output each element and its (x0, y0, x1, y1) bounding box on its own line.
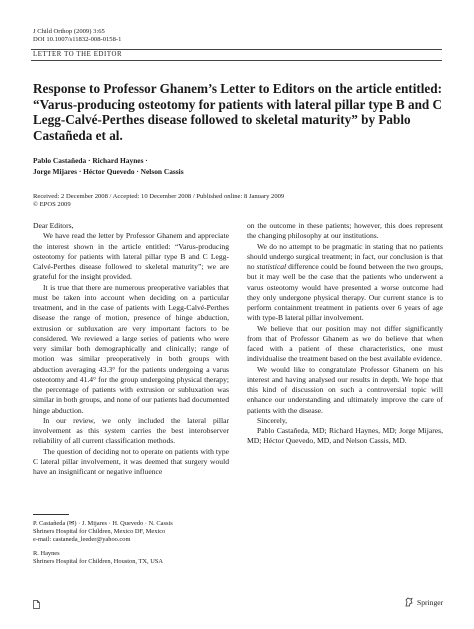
body-paragraph: We would like to congratulate Professor Ghanem on his interest and having analysed our results in depth. We hope that this kind of discussion on such a controversial topic will enhance our understanding and ultimately improve the care of patients with the disease. (247, 364, 443, 415)
signatories: Pablo Castañeda, MD; Richard Haynes, MD; Jorge Mijares, MD; Héctor Quevedo, MD, and Nelson Cassis, MD. (247, 426, 443, 446)
section-bar (31, 49, 442, 61)
authors-line-1: Pablo Castañeda · Richard Haynes · (33, 156, 148, 165)
body-paragraph: We do no attempt to be pragmatic in stating that no patients should undergo surgical treatment; in fact, our conclusion is that no statistical difference could be found between the two groups, but it may well be the case that the patients who underwent a varus osteotomy would have presented a worse outcome had they only undergone physical therapy. Our current stance is to perform containment treatment in patients over 6 years of age with type-B lateral pillar involvement. (247, 241, 443, 323)
authors-line-2: Jorge Mijares · Héctor Quevedo · Nelson Cassis (33, 166, 184, 176)
springer-horse-icon (404, 597, 414, 607)
emphasis: statistical (256, 262, 287, 271)
body-column-right (247, 221, 443, 447)
article-title: Response to Professor Ghanem’s Letter to Editors on the article entitled: “Varus-producing osteotomy for patients with lateral pillar type B and C Legg-Calvé-Perthes disease followed to skeletal maturity” by Pablo Castañeda et al. (33, 81, 443, 143)
affiliation-2 (33, 550, 233, 566)
copyright-line: © EPOS 2009 (33, 201, 71, 209)
publisher-name: Springer (417, 597, 444, 607)
journal-citation (33, 28, 121, 44)
body-paragraph: We have read the letter by Professor Ghanem and appreciate the interest shown in the article entitled: “Varus-producing osteotomy for patients with lateral pillar type B and C Legg-Calvé-Perthes disease followed to skeletal maturity”; we are grateful for the insight provided. (33, 231, 229, 282)
footnote-divider (33, 514, 69, 515)
author-list (33, 156, 333, 177)
section-label: LETTER TO THE EDITOR (33, 51, 123, 58)
body-paragraph-continued: on the outcome in these patients; however, this does represent the changing philosophy at our institutions. (247, 221, 443, 241)
journal-line: J Child Orthop (2009) 3:65 (33, 28, 105, 35)
body-paragraph: In our review, we only included the lateral pillar involvement as this system carries the best interobserver reliability of all current classification methods. (33, 415, 229, 446)
affiliation-names: R. Haynes (33, 550, 60, 557)
salutation: Dear Editors, (33, 221, 74, 230)
affiliation-institution: Shriners Hospital for Children, Houston, TX, USA (33, 558, 163, 566)
affiliation-names: P. Castañeda (✉) · J. Mijares · H. Quevedo · N. Cassis (33, 520, 173, 527)
doi-line: DOI 10.1007/s11832-008-0158-1 (33, 36, 122, 43)
body-paragraph: It is true that there are numerous preoperative variables that must be taken into account when deciding on a particular treatment, and in the case of patients with Legg-Calvé-Perthes disease the range of motion, presence of hinge abduction, extrusion or subluxation are very important factors to be considered. We reviewed a large series of patients who were very similar both demographically and clinically; range of motion was similar preoperatively in both groups with abduction averaging 43.3° for the patients undergoing a varus osteotomy and 41.4° for the group undergoing physical therapy; the percentage of patients with extrusion or subluxation was similar in both groups, and none of our patients had documented hinge abduction. (33, 282, 229, 415)
body-column-left (33, 221, 229, 477)
closing: Sincerely, (257, 415, 288, 425)
affiliation-1 (33, 520, 233, 545)
dates-line: Received: 2 December 2008 / Accepted: 10 December 2008 / Published online: 8 January 2009 (33, 193, 285, 200)
publisher-logo (404, 597, 443, 607)
affiliation-email[interactable]: e-mail: castaneda_leeder@yahoo.com (33, 536, 131, 544)
document-page-icon (33, 600, 40, 611)
affiliation-institution: Shriners Hospital for Children, Mexico DF, Mexico (33, 528, 166, 536)
article-dates (33, 193, 453, 210)
body-paragraph: We believe that our position may not differ significantly from that of Professor Ghanem as we do believe that when faced with a patient of these characteristics, one must individualise the treatment based on the best available evidence. (247, 323, 443, 364)
body-paragraph: The question of deciding not to operate on patients with type C lateral pillar involvement, it was deemed that surgery would have an insignificant or negative influence (33, 446, 229, 476)
